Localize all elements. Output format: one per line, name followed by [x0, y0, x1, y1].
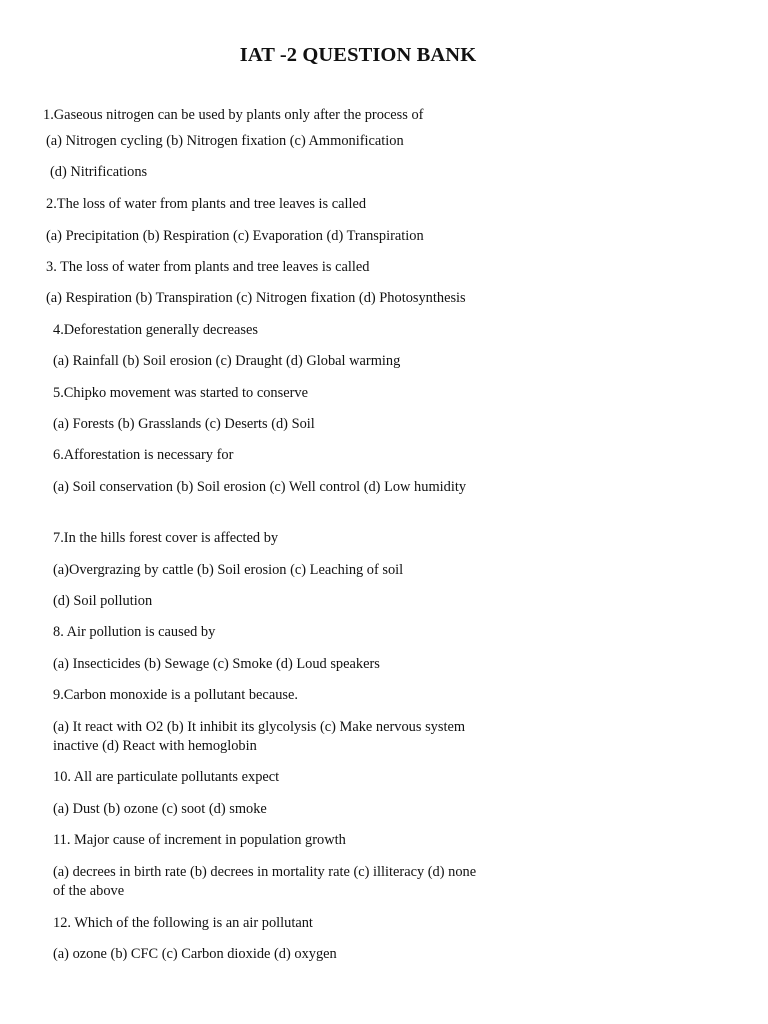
- question-1: 1.Gaseous nitrogen can be used by plants only after the process of: [43, 107, 424, 123]
- question-3: 3. The loss of water from plants and tree leaves is called: [46, 259, 370, 275]
- question-1-options-cont: (d) Nitrifications: [50, 164, 148, 180]
- question-1-options: (a) Nitrogen cycling (b) Nitrogen fixation (c) Ammonification: [46, 133, 404, 149]
- question-6-options: (a) Soil conservation (b) Soil erosion (c) Well control (d) Low humidity: [53, 479, 467, 495]
- question-10-options: (a) Dust (b) ozone (c) soot (d) smoke: [53, 801, 267, 817]
- question-7-options: (a)Overgrazing by cattle (b) Soil erosion (c) Leaching of soil: [53, 562, 404, 578]
- question-6: 6.Afforestation is necessary for: [53, 447, 234, 463]
- question-10: 10. All are particulate pollutants expect: [53, 769, 280, 785]
- question-9: 9.Carbon monoxide is a pollutant because.: [53, 687, 298, 703]
- question-2: 2.The loss of water from plants and tree leaves is called: [46, 196, 367, 212]
- question-5: 5.Chipko movement was started to conserve: [53, 385, 308, 401]
- question-9-options: (a) It react with O2 (b) It inhibit its glycolysis (c) Make nervous system inactive (d) React with hemoglobin: [53, 719, 466, 754]
- question-7: 7.In the hills forest cover is affected by: [53, 530, 279, 546]
- question-2-options: (a) Precipitation (b) Respiration (c) Evaporation (d) Transpiration: [46, 228, 424, 244]
- question-12: 12. Which of the following is an air pollutant: [53, 915, 313, 931]
- page-title: IAT -2 QUESTION BANK: [239, 44, 477, 66]
- question-4: 4.Deforestation generally decreases: [53, 322, 258, 338]
- question-5-options: (a) Forests (b) Grasslands (c) Deserts (d) Soil: [53, 416, 315, 432]
- question-4-options: (a) Rainfall (b) Soil erosion (c) Draught (d) Global warming: [53, 353, 401, 369]
- question-3-options: (a) Respiration (b) Transpiration (c) Nitrogen fixation (d) Photosynthesis: [46, 290, 466, 306]
- question-8-options: (a) Insecticides (b) Sewage (c) Smoke (d) Loud speakers: [53, 656, 380, 672]
- question-11: 11. Major cause of increment in population growth: [53, 832, 346, 848]
- question-7-options-cont: (d) Soil pollution: [53, 593, 153, 609]
- question-11-options: (a) decrees in birth rate (b) decrees in mortality rate (c) illiteracy (d) none of the above: [53, 864, 477, 899]
- question-12-options: (a) ozone (b) CFC (c) Carbon dioxide (d) oxygen: [53, 946, 337, 962]
- question-8: 8. Air pollution is caused by: [53, 624, 216, 640]
